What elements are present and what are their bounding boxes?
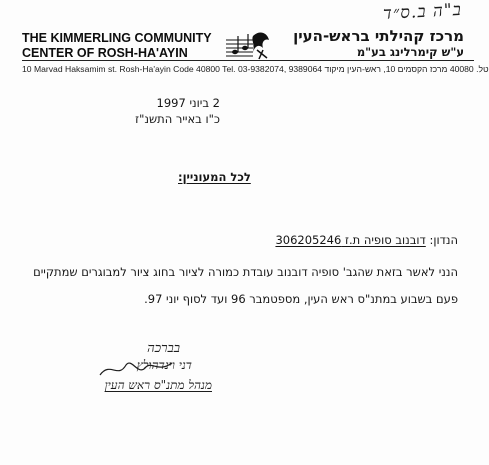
music-note-logo-icon [223, 28, 271, 62]
subject-label: הנדון: [429, 233, 458, 247]
date-hebrew: כ"ו באייר התשנ"ז [135, 112, 220, 126]
subject-line [268, 233, 458, 247]
header-divider [22, 60, 474, 61]
bsd-handwritten-mark: ב"ה ב.ס״ד [382, 0, 463, 25]
subject-value: דובנוב סופיה ת.ז 306205246 [275, 233, 426, 247]
letter-date [110, 95, 220, 127]
org-name-english-line2: CENTER OF ROSH-HA'AYIN [22, 46, 188, 60]
org-name-hebrew [293, 28, 464, 60]
org-name-hebrew-line2: ע"ש קימרלינג בע"מ [356, 45, 464, 59]
org-name-hebrew-line1: מרכז קהילתי בראש-העין [293, 27, 464, 45]
org-name-english-line1: THE KIMMERLING COMMUNITY [22, 31, 212, 45]
salutation: לכל המעוניין: [178, 170, 251, 184]
closing-regards: בברכה [147, 341, 180, 356]
signer-name: דני וינדהולץ [136, 358, 192, 372]
date-gregorian: 2 ביוני 1997 [156, 96, 220, 110]
org-name-english [22, 31, 212, 61]
address-line: 10 Marvad Haksamim st. Rosh-Ha'ayin Code 40800 Tel. 03-9382074, 9389064 טל. 40080 מרכז הקסמים 10, ראש-העין מיקוד [22, 64, 489, 74]
signer-title: מנהל מתנ"ס ראש העין [104, 378, 212, 392]
body-paragraph-line1: הנני לאשר בזאת שהגב' סופיה דובנוב עובדת כמורה לציור בחוג ציור למבוגרים שמתקיים [33, 265, 458, 279]
body-paragraph-line2: פעם בשבוע במתנ"ס ראש העין, מספטמבר 96 ועד לסוף יוני 97. [144, 292, 458, 306]
